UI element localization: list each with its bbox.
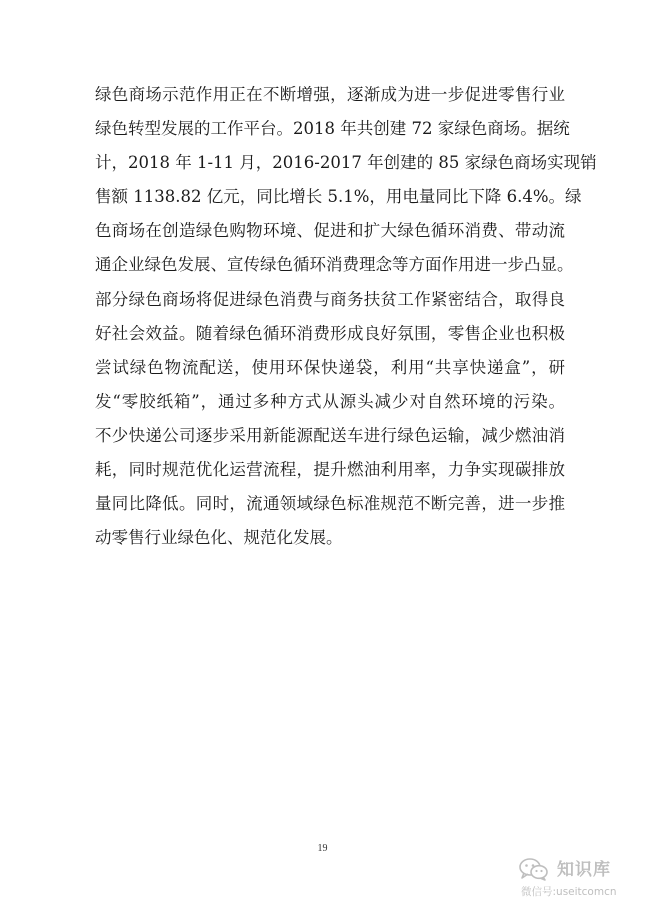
text-line: 发“零胶纸箱”，通过多种方式从源头减少对自然环境的污染。 <box>95 391 565 411</box>
wechat-icon <box>519 857 549 881</box>
watermark <box>519 855 639 903</box>
text-line: 售额 1138.82 亿元，同比增长 5.1%，用电量同比下降 6.4%。绿 <box>95 187 582 207</box>
text-line: 不少快递公司逐步采用新能源配送车进行绿色运输，减少燃油消 <box>95 425 565 445</box>
text-line: 绿色转型发展的工作平台。2018 年共创建 72 家绿色商场。据统 <box>95 119 570 139</box>
body-paragraph <box>95 78 597 555</box>
watermark-subtitle: 微信号:useitcomcn <box>521 886 617 898</box>
text-line: 部分绿色商场将促进绿色消费与商务扶贫工作紧密结合，取得良 <box>95 289 565 309</box>
text-line: 绿色商场示范作用正在不断增强，逐渐成为进一步促进零售行业 <box>95 85 565 104</box>
text-line: 耗，同时规范优化运营流程，提升燃油利用率，力争实现碳排放 <box>95 460 565 480</box>
text-line: 色商场在创造绿色购物环境、促进和扩大绿色循环消费、带动流 <box>95 221 565 241</box>
text-line: 通企业绿色发展、宣传绿色循环消费理念等方面作用进一步凸显。 <box>95 255 574 275</box>
text-line: 量同比降低。同时，流通领域绿色标准规范不断完善，进一步推 <box>95 494 565 514</box>
page-number: 19 <box>317 843 328 854</box>
text-line: 尝试绿色物流配送，使用环保快递袋，利用“共享快递盒”，研 <box>95 357 565 377</box>
text-line: 好社会效益。随着绿色循环消费形成良好氛围，零售企业也积极 <box>95 323 565 343</box>
text-line: 计，2018 年 1-11 月，2016-2017 年创建的 85 家绿色商场实现销 <box>95 153 597 173</box>
text-line: 动零售行业绿色化、规范化发展。 <box>95 528 343 548</box>
watermark-brand: 知识库 <box>557 860 611 880</box>
